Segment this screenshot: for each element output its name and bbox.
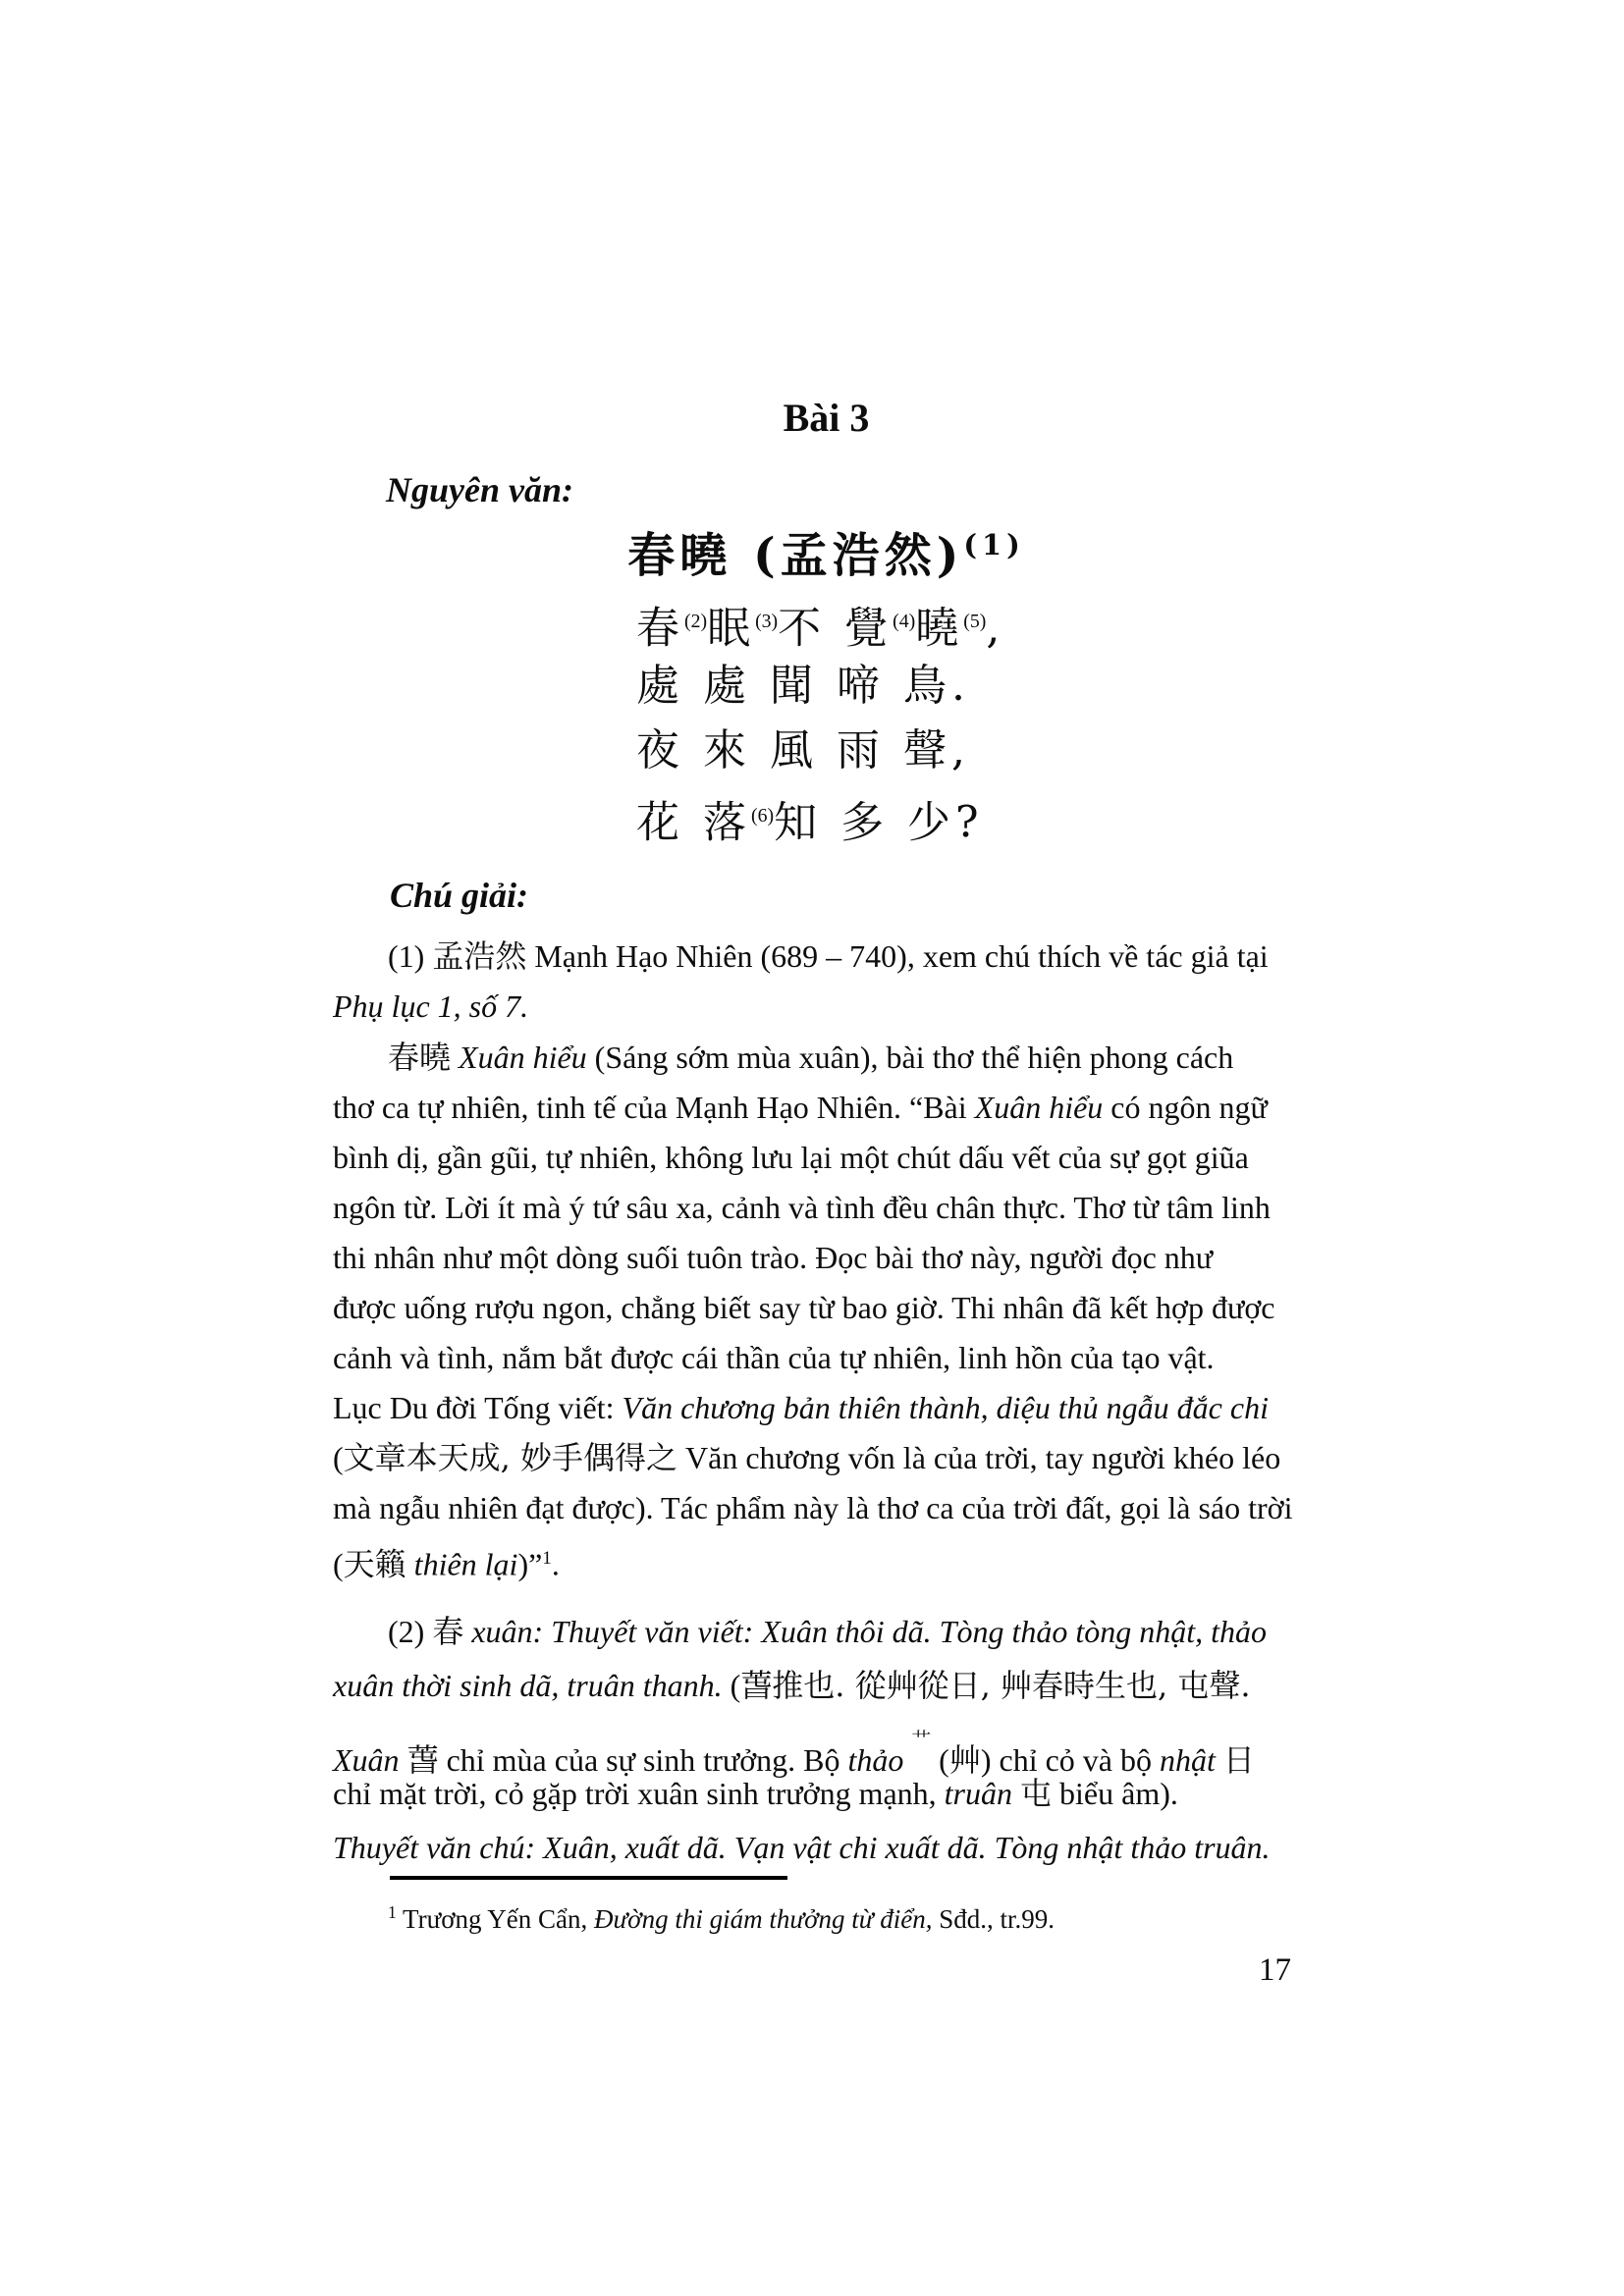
note-paragraph-3 [333, 1605, 1325, 1875]
page-number: 17 [1259, 1952, 1291, 1988]
text-segment: 眠 [707, 603, 756, 654]
text-segment: Thuyết văn chú: Xuân, xuất dã. Vạn vật chi xuất dã. Tòng nhật thảo truân. [333, 1830, 1271, 1865]
text-segment: ( [333, 1546, 344, 1582]
note-reference: (1) [963, 528, 1025, 561]
text-segment: 春 [636, 603, 684, 654]
nguyen-van-label: Nguyên văn: [386, 470, 573, 509]
text-line [333, 1713, 1325, 1779]
text-line [333, 1821, 1325, 1875]
text-segment: bình dị, gần gũi, tự nhiên, không lưu lại một chút dấu vết của sự gọt giũa [333, 1140, 1249, 1175]
text-segment: chỉ mặt trời, cỏ gặp trời xuân sinh trưởng mạnh, [333, 1776, 945, 1811]
text-segment: 春曉 [388, 1039, 452, 1076]
text-segment [451, 1040, 459, 1075]
text-segment: 曉 [915, 603, 964, 654]
text-segment: 知 多 少? [774, 797, 984, 848]
text-line [333, 1767, 1325, 1821]
text-segment: Lục Du đời Tống viết: [333, 1390, 623, 1425]
text-segment: 花 落 [636, 797, 751, 848]
text-line [333, 1283, 1325, 1333]
text-segment [406, 1547, 414, 1582]
text-segment: 日 [1222, 1740, 1255, 1779]
note-reference: (5) [963, 611, 987, 632]
text-segment: ) chỉ cỏ và bộ [980, 1741, 1160, 1778]
text-segment: mà ngẫu nhiên đạt được). Tác phẩm này là thơ ca của trời đất, gọi là sáo trời [333, 1490, 1293, 1525]
note-reference: (4) [893, 611, 916, 632]
text-line [333, 1233, 1325, 1283]
text-line [333, 982, 1325, 1032]
text-segment: xuân thời sinh dã, truân thanh. [333, 1668, 723, 1703]
text-segment: 處 處 聞 啼 鳥. [636, 661, 970, 711]
text-segment: Văn chương vốn là của trời, tay người khéo léo [677, 1440, 1281, 1475]
text-segment: cảnh và tình, nắm bắt được cái thần của tự nhiên, linh hồn của tạo vật. [333, 1340, 1215, 1375]
text-segment: Văn chương bản thiên thành, diệu thủ ngẫu đắc chi [622, 1390, 1269, 1425]
note-reference: (6) [751, 805, 775, 827]
note-paragraph-2 [333, 1033, 1325, 1583]
text-line [333, 1333, 1325, 1383]
note-reference: 1 [542, 1548, 552, 1569]
text-line [333, 1433, 1325, 1483]
text-segment: )” [517, 1546, 543, 1582]
footnote-divider [390, 1876, 787, 1880]
note-reference: 1 [388, 1902, 397, 1922]
text-line [333, 1483, 1325, 1533]
poem-title [333, 514, 1320, 586]
text-line [333, 1383, 1325, 1433]
text-line [333, 932, 1325, 982]
lesson-title: Bài 3 [783, 396, 870, 440]
chu-giai-label: Chú giải: [390, 876, 529, 915]
text-segment: thơ ca tự nhiên, tinh tế của Mạnh Hạo Nhiên. “Bài [333, 1090, 975, 1125]
text-segment [1012, 1776, 1020, 1811]
text-segment: 春曉 (孟浩然) [627, 528, 964, 583]
text-segment: 萅 [406, 1740, 439, 1779]
text-segment: ( [931, 1741, 949, 1778]
note-reference: (2) [684, 611, 708, 632]
text-segment: thiên lại [413, 1546, 518, 1582]
text-line [333, 1183, 1325, 1233]
text-segment: 夜 來 風 雨 聲, [636, 725, 970, 775]
text-segment: 文章本天成, 妙手偶得之 [343, 1439, 678, 1476]
text-line [333, 1083, 1325, 1133]
text-segment: 不 覺 [778, 603, 893, 654]
text-segment: Xuân hiểu [974, 1090, 1104, 1125]
text-segment: ( [722, 1668, 741, 1703]
text-segment: thảo [847, 1741, 904, 1778]
text-line [636, 719, 1324, 783]
text-segment [1216, 1742, 1223, 1778]
text-segment: có ngôn ngữ [1103, 1090, 1268, 1125]
text-segment: ngôn từ. Lời ít mà ý tứ sâu xa, cảnh và tình đều chân thực. Thơ từ tâm linh [333, 1190, 1271, 1225]
text-line [636, 783, 1324, 848]
note-paragraph-1 [333, 932, 1325, 1032]
text-segment: truân [944, 1776, 1012, 1811]
footnote [388, 1895, 1330, 1937]
text-segment: Xuân [333, 1741, 400, 1778]
text-segment: Mạnh Hạo Nhiên (689 – 740), xem chú thích về tác giả tại [526, 938, 1269, 974]
text-line [636, 654, 1324, 719]
text-segment: 春 [432, 1613, 464, 1650]
poem [636, 589, 1324, 848]
text-segment: 艸 [948, 1740, 981, 1779]
text-segment: Phụ lục 1, số 7. [333, 988, 529, 1024]
text-segment: Đường thi giám thưởng từ điển, [593, 1904, 933, 1934]
text-line [333, 1033, 1325, 1083]
text-segment: (Sáng sớm mùa xuân), bài thơ thể hiện phong cách [586, 1040, 1234, 1075]
text-segment: Trương Yến Cẩn, [396, 1904, 594, 1934]
text-segment: được uống rượu ngon, chẳng biết say từ bao giờ. Thi nhân đã kết hợp được [333, 1290, 1275, 1325]
text-segment: Xuân hiểu [459, 1040, 587, 1075]
text-segment: chỉ mùa của sự sinh trưởng. Bộ [438, 1741, 848, 1778]
text-segment: 孟浩然 [432, 937, 527, 975]
note-reference: (3) [755, 611, 779, 632]
text-line [333, 1605, 1325, 1659]
text-segment: thi nhân như một dòng suối tuôn trào. Đọc bài thơ này, người đọc như [333, 1240, 1214, 1275]
text-line [636, 589, 1324, 654]
text-line [333, 1533, 1325, 1583]
text-segment: 屯 [1020, 1775, 1053, 1812]
text-segment: Sđd., tr.99. [932, 1904, 1055, 1934]
text-segment: xuân: Thuyết văn viết: Xuân thôi dã. Tòng thảo tòng nhật, thảo [471, 1614, 1268, 1649]
text-segment: 艹 [911, 1729, 932, 1751]
text-segment: , [986, 603, 1005, 654]
text-segment: (1) [388, 938, 433, 974]
text-line [333, 1659, 1325, 1713]
text-segment: (2) [388, 1614, 433, 1649]
text-segment: 天籟 [343, 1545, 406, 1583]
text-segment: biểu âm). [1052, 1776, 1178, 1811]
text-segment: nhật [1160, 1741, 1216, 1778]
text-segment: 萅推也. 從艸從日, 艸春時生也, 屯聲. [740, 1667, 1251, 1704]
text-segment: . [551, 1546, 560, 1582]
text-line [333, 1133, 1325, 1183]
text-segment: ( [333, 1440, 344, 1475]
